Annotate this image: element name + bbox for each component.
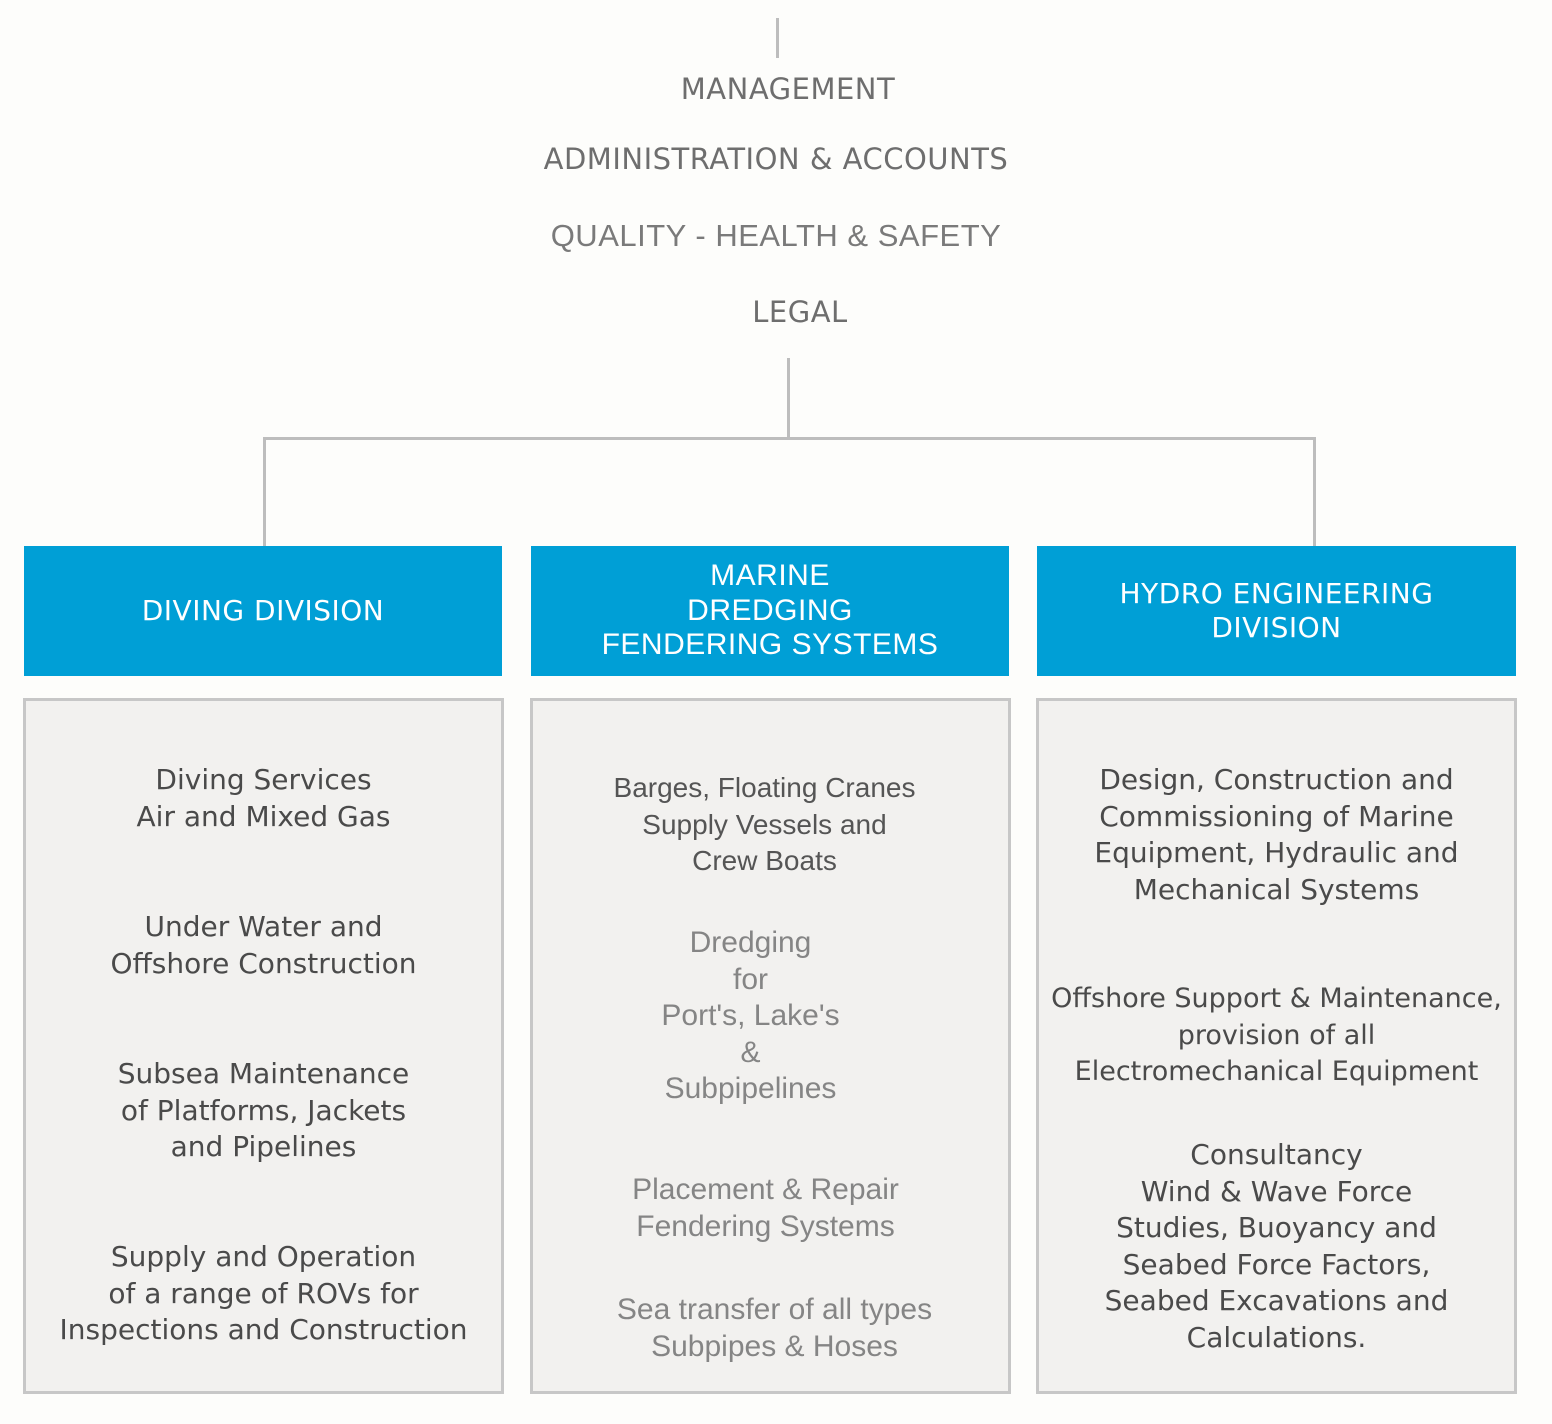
division-title-diving: DIVING DIVISION — [141, 593, 385, 627]
division-header-marine — [531, 546, 1009, 676]
list-item: Supply and Operation of a range of ROVs for Inspections and Construction — [59, 1240, 468, 1346]
division-header-diving — [24, 546, 502, 676]
list-item: Dredging for Port's, Lake's & Subpipelines — [661, 926, 840, 1105]
connector-left-drop — [263, 437, 266, 546]
list-item: Offshore Support & Maintenance, provision of all Electromechanical Equipment — [1051, 983, 1502, 1087]
list-item: Design, Construction and Commissioning of Marine Equipment, Hydraulic and Mechanical Systems — [1094, 763, 1459, 906]
list-item: Under Water and Offshore Construction — [110, 910, 417, 980]
connector-trunk — [787, 358, 790, 440]
list-item: Subsea Maintenance of Platforms, Jackets and Pipelines — [117, 1057, 410, 1163]
division-panel-hydro — [1036, 698, 1517, 1394]
list-item: Diving Services Air and Mixed Gas — [136, 763, 391, 833]
division-panel-marine — [530, 698, 1011, 1394]
connector-right-drop — [1313, 437, 1316, 546]
function-quality-health-safety: QUALITY - HEALTH & SAFETY — [550, 218, 1002, 253]
list-item: Sea transfer of all types Subpipes & Hoses — [616, 1293, 933, 1363]
connector-top-stub — [776, 18, 779, 58]
list-item: Barges, Floating Cranes Supply Vessels and Crew Boats — [613, 772, 916, 876]
function-administration-accounts: ADMINISTRATION & ACCOUNTS — [543, 142, 1009, 176]
division-header-hydro — [1037, 546, 1516, 676]
division-title-hydro: HYDRO ENGINEERING DIVISION — [1119, 576, 1434, 644]
list-item: Placement & Repair Fendering Systems — [632, 1173, 899, 1243]
list-item: Consultancy Wind & Wave Force Studies, Buoyancy and Seabed Force Factors, Seabed Excavations and Calculations. — [1104, 1138, 1449, 1354]
function-management: MANAGEMENT — [680, 72, 896, 106]
connector-horizontal-bar — [263, 437, 1316, 440]
division-panel-diving — [23, 698, 504, 1394]
division-title-marine: MARINE DREDGING FENDERING SYSTEMS — [601, 558, 939, 662]
function-legal: LEGAL — [752, 295, 848, 329]
